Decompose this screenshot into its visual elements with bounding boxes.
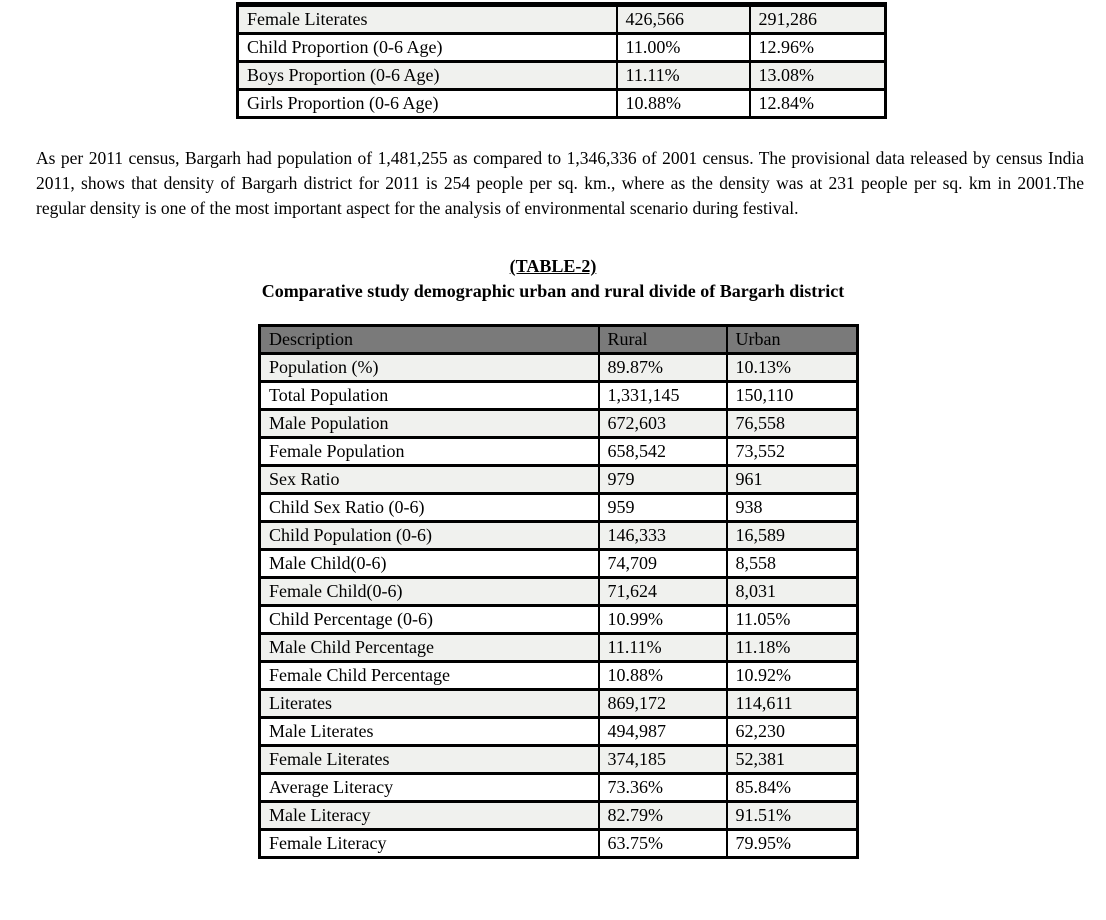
table2-rural-value: 73.36%: [599, 774, 727, 802]
table-row: [260, 690, 858, 718]
table-row: [238, 34, 886, 62]
table-row: [260, 410, 858, 438]
table2-urban-value: 85.84%: [727, 774, 858, 802]
table2-urban-value: 961: [727, 466, 858, 494]
table2-rural-value: 10.88%: [599, 662, 727, 690]
table2-rural-value: 71,624: [599, 578, 727, 606]
table2-description: Female Child Percentage: [260, 662, 599, 690]
table-row: [260, 354, 858, 382]
table2-rural-value: 672,603: [599, 410, 727, 438]
table1-value-1: 11.11%: [617, 62, 750, 90]
table2-rural-value: 1,331,145: [599, 382, 727, 410]
table2-urban-value: 16,589: [727, 522, 858, 550]
table1-value-1: 10.88%: [617, 90, 750, 118]
table-row: [238, 62, 886, 90]
table2-description: Male Literacy: [260, 802, 599, 830]
table2-caption-title: Comparative study demographic urban and rural divide of Bargarh district: [261, 281, 845, 301]
table1-value-1: 11.00%: [617, 34, 750, 62]
table2-urban-value: 52,381: [727, 746, 858, 774]
table2-rural-value: 89.87%: [599, 354, 727, 382]
table-row: [260, 550, 858, 578]
table1-value-2: 291,286: [750, 5, 886, 34]
table2-urban-value: 73,552: [727, 438, 858, 466]
table2-urban-value: 11.05%: [727, 606, 858, 634]
table-row: [260, 774, 858, 802]
table2-urban-value: 938: [727, 494, 858, 522]
table1-label: Child Proportion (0-6 Age): [238, 34, 617, 62]
table2-caption-label-text: (TABLE-2): [509, 256, 597, 276]
table2-rural-value: 979: [599, 466, 727, 494]
table1-value-2: 12.96%: [750, 34, 886, 62]
table2-rural-value: 146,333: [599, 522, 727, 550]
table-row: [260, 634, 858, 662]
table2-description: Female Literacy: [260, 830, 599, 858]
table2-rural-value: 494,987: [599, 718, 727, 746]
table-header-row: [260, 326, 858, 354]
table2-body: [260, 354, 858, 858]
table2-rural-value: 74,709: [599, 550, 727, 578]
table2-description: Total Population: [260, 382, 599, 410]
table2-urban-value: 10.92%: [727, 662, 858, 690]
table1-label: Female Literates: [238, 5, 617, 34]
table2-urban-value: 150,110: [727, 382, 858, 410]
table2-header: [260, 326, 858, 354]
table2-caption-label: [0, 256, 1106, 277]
table2-rural-value: 63.75%: [599, 830, 727, 858]
table-row: [260, 606, 858, 634]
table-row: [260, 466, 858, 494]
table1-value-1: 426,566: [617, 5, 750, 34]
table2-urban-value: 76,558: [727, 410, 858, 438]
table2-description: Population (%): [260, 354, 599, 382]
table2-description: Literates: [260, 690, 599, 718]
table2-rural-value: 658,542: [599, 438, 727, 466]
table2-description: Sex Ratio: [260, 466, 599, 494]
table2-urban-value: 10.13%: [727, 354, 858, 382]
table1-body: [238, 5, 886, 118]
table2-description: Male Literates: [260, 718, 599, 746]
table2-rural-value: 82.79%: [599, 802, 727, 830]
table2-urban-value: 114,611: [727, 690, 858, 718]
table-row: [260, 802, 858, 830]
table2-urban-value: 11.18%: [727, 634, 858, 662]
census-paragraph: As per 2011 census, Bargarh had population of 1,481,255 as compared to 1,346,336 of 2001 census. The provisional data released by census India 2011, shows that density of Bargarh district for 2011 is 254 people per sq. km., where as the density was at 231 people per sq. km in 2001.The regular density is one of the most important aspect for the analysis of environmental scenario during festival.: [36, 148, 1084, 218]
table2: [258, 324, 859, 859]
table-row: [260, 718, 858, 746]
table-row: [260, 382, 858, 410]
table-row: [260, 662, 858, 690]
table-row: [260, 494, 858, 522]
table2-description: Child Percentage (0-6): [260, 606, 599, 634]
table2-urban-value: 62,230: [727, 718, 858, 746]
table-row: [260, 830, 858, 858]
table1-label: Girls Proportion (0-6 Age): [238, 90, 617, 118]
table2-urban-value: 91.51%: [727, 802, 858, 830]
table2-description: Child Population (0-6): [260, 522, 599, 550]
table2-description: Male Child Percentage: [260, 634, 599, 662]
table2-rural-value: 869,172: [599, 690, 727, 718]
table2-rural-value: 374,185: [599, 746, 727, 774]
table1-partial: [236, 2, 887, 119]
table1-label: Boys Proportion (0-6 Age): [238, 62, 617, 90]
table-row: [260, 438, 858, 466]
table2-header-urban: Urban: [727, 326, 858, 354]
table-row: [260, 746, 858, 774]
table2-description: Female Literates: [260, 746, 599, 774]
table-row: [238, 90, 886, 118]
table2-description: Male Child(0-6): [260, 550, 599, 578]
table-row: [238, 5, 886, 34]
table2-description: Child Sex Ratio (0-6): [260, 494, 599, 522]
table2-description: Average Literacy: [260, 774, 599, 802]
table2-header-description: Description: [260, 326, 599, 354]
table-row: [260, 522, 858, 550]
table2-rural-value: 959: [599, 494, 727, 522]
table1-value-2: 13.08%: [750, 62, 886, 90]
table2-urban-value: 8,031: [727, 578, 858, 606]
table1-value-2: 12.84%: [750, 90, 886, 118]
table2-urban-value: 8,558: [727, 550, 858, 578]
table2-description: Female Population: [260, 438, 599, 466]
table2-description: Female Child(0-6): [260, 578, 599, 606]
table2-rural-value: 11.11%: [599, 634, 727, 662]
table2-urban-value: 79.95%: [727, 830, 858, 858]
table2-header-rural: Rural: [599, 326, 727, 354]
table-row: [260, 578, 858, 606]
table2-description: Male Population: [260, 410, 599, 438]
table2-rural-value: 10.99%: [599, 606, 727, 634]
